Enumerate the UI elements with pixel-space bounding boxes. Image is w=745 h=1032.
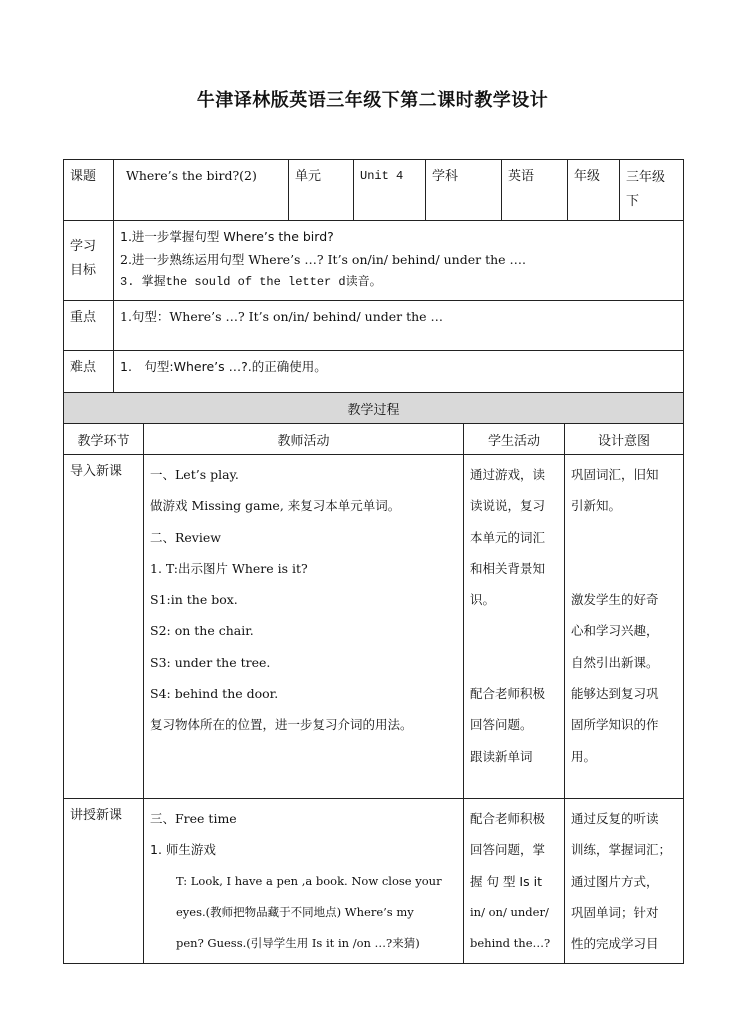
student-line: 配合老师积极 (470, 686, 546, 702)
grade-value: 三年级下 (620, 160, 684, 221)
purpose-line: 巩固词汇，旧知 (571, 467, 659, 482)
unit-value: Unit 4 (354, 160, 426, 221)
student-activity (464, 455, 565, 799)
student-line: 配合老师积极 (470, 811, 546, 826)
objective-item: 3. 掌握the sould of the letter d读音。 (120, 275, 382, 289)
info-row-objectives (64, 221, 684, 301)
teacher-line: S2: on the chair. (150, 623, 254, 639)
student-line: 识。 (470, 592, 496, 608)
teacher-activity (144, 455, 464, 799)
purpose-line: 通过反复的听读 (571, 811, 659, 826)
teacher-line: 二、Review (150, 529, 221, 545)
purpose-line: 心和学习兴趣， (571, 623, 659, 639)
purpose-line: 性的完成学习目 (571, 936, 659, 952)
objective-item: 2.进一步熟练运用句型 Where’s …? It’s on/in/ behind/ under the …. (120, 252, 527, 267)
student-line: 回答问题，掌 (470, 842, 546, 858)
purpose-line: 通过图片方式， (571, 873, 659, 889)
process-section-title: 教学过程 (64, 393, 684, 424)
stage-cell: 导入新课 (64, 455, 144, 799)
teacher-line: S1:in the box. (150, 592, 238, 608)
teacher-line: 三、Free time (150, 811, 237, 826)
purpose-line: 固所学知识的作 (571, 717, 659, 733)
process-table (63, 392, 684, 964)
header-stage: 教学环节 (64, 424, 144, 455)
student-line: 本单元的词汇 (470, 529, 546, 545)
label-grade: 年级 (568, 160, 620, 221)
teacher-line: 做游戏 Missing game, 来复习本单元单词。 (150, 498, 401, 514)
purpose-line: 训练，掌握词汇； (571, 842, 672, 858)
purpose-line: 自然引出新课。 (571, 654, 659, 670)
student-line: behind the…? (470, 936, 551, 951)
process-row-intro (64, 455, 684, 799)
teacher-line: 一、Let’s play. (150, 467, 239, 482)
student-line: 握 句 型 Is it (470, 873, 542, 889)
teacher-line: T: Look, I have a pen ,a book. Now close your (176, 873, 442, 888)
label-subject: 学科 (426, 160, 502, 221)
student-line: 读说说，复习 (470, 498, 546, 514)
topic-value: Where’s the bird?(2) (114, 160, 289, 221)
purpose-line (571, 522, 677, 553)
purpose-line (571, 553, 677, 584)
label-objectives: 学习目标 (64, 221, 114, 301)
student-line (470, 615, 558, 646)
info-table (63, 159, 684, 401)
teacher-line: 复习物体所在的位置，进一步复习介词的用法。 (150, 717, 413, 733)
student-line: 回答问题。 (470, 717, 533, 733)
info-row-topic (64, 160, 684, 221)
purpose-line: 引新知。 (571, 498, 622, 514)
info-row-key-points (64, 301, 684, 351)
teacher-line: S3: under the tree. (150, 654, 271, 670)
label-topic: 课题 (64, 160, 114, 221)
student-activity (464, 799, 565, 964)
header-purpose: 设计意图 (565, 424, 684, 455)
student-line: 和相关背景知 (470, 560, 546, 576)
label-difficulties: 难点 (64, 351, 114, 401)
objective-item: 1.进一步掌握句型 Where’s the bird? (120, 229, 334, 244)
purpose-line: 用。 (571, 748, 597, 764)
process-header-row (64, 424, 684, 455)
objectives-list (114, 221, 684, 301)
teacher-line: eyes.(教师把物品藏于不同地点) Where’s my (176, 904, 414, 919)
header-student: 学生活动 (464, 424, 565, 455)
student-line: 跟读新单词 (470, 748, 533, 764)
design-purpose (565, 799, 684, 964)
teacher-line: pen? Guess.(引导学生用 Is it in /on …?来猜) (176, 936, 420, 951)
student-line: in/ on/ under/ (470, 904, 549, 919)
header-teacher: 教师活动 (144, 424, 464, 455)
teacher-line: 1. T:出示图片 Where is it? (150, 560, 308, 576)
design-purpose (565, 455, 684, 799)
label-unit: 单元 (289, 160, 354, 221)
teacher-line: 1. 师生游戏 (150, 842, 216, 858)
key-points-value: 1.句型：Where’s …? It’s on/in/ behind/ under the … (114, 301, 684, 351)
teacher-activity (144, 799, 464, 964)
stage-cell: 讲授新课 (64, 799, 144, 964)
process-row-new-lesson (64, 799, 684, 964)
subject-value: 英语 (502, 160, 568, 221)
purpose-line: 激发学生的好奇 (571, 592, 659, 608)
document-title: 牛津译林版英语三年级下第二课时教学设计 (196, 90, 549, 111)
difficulties-value: 1. 句型:Where’s …?.的正确使用。 (114, 351, 684, 401)
student-line (470, 647, 558, 678)
student-line: 通过游戏，读 (470, 467, 546, 482)
teacher-line: S4: behind the door. (150, 686, 279, 702)
purpose-line: 巩固单词；针对 (571, 904, 659, 920)
label-key-points: 重点 (64, 301, 114, 351)
purpose-line: 能够达到复习巩 (571, 686, 659, 702)
